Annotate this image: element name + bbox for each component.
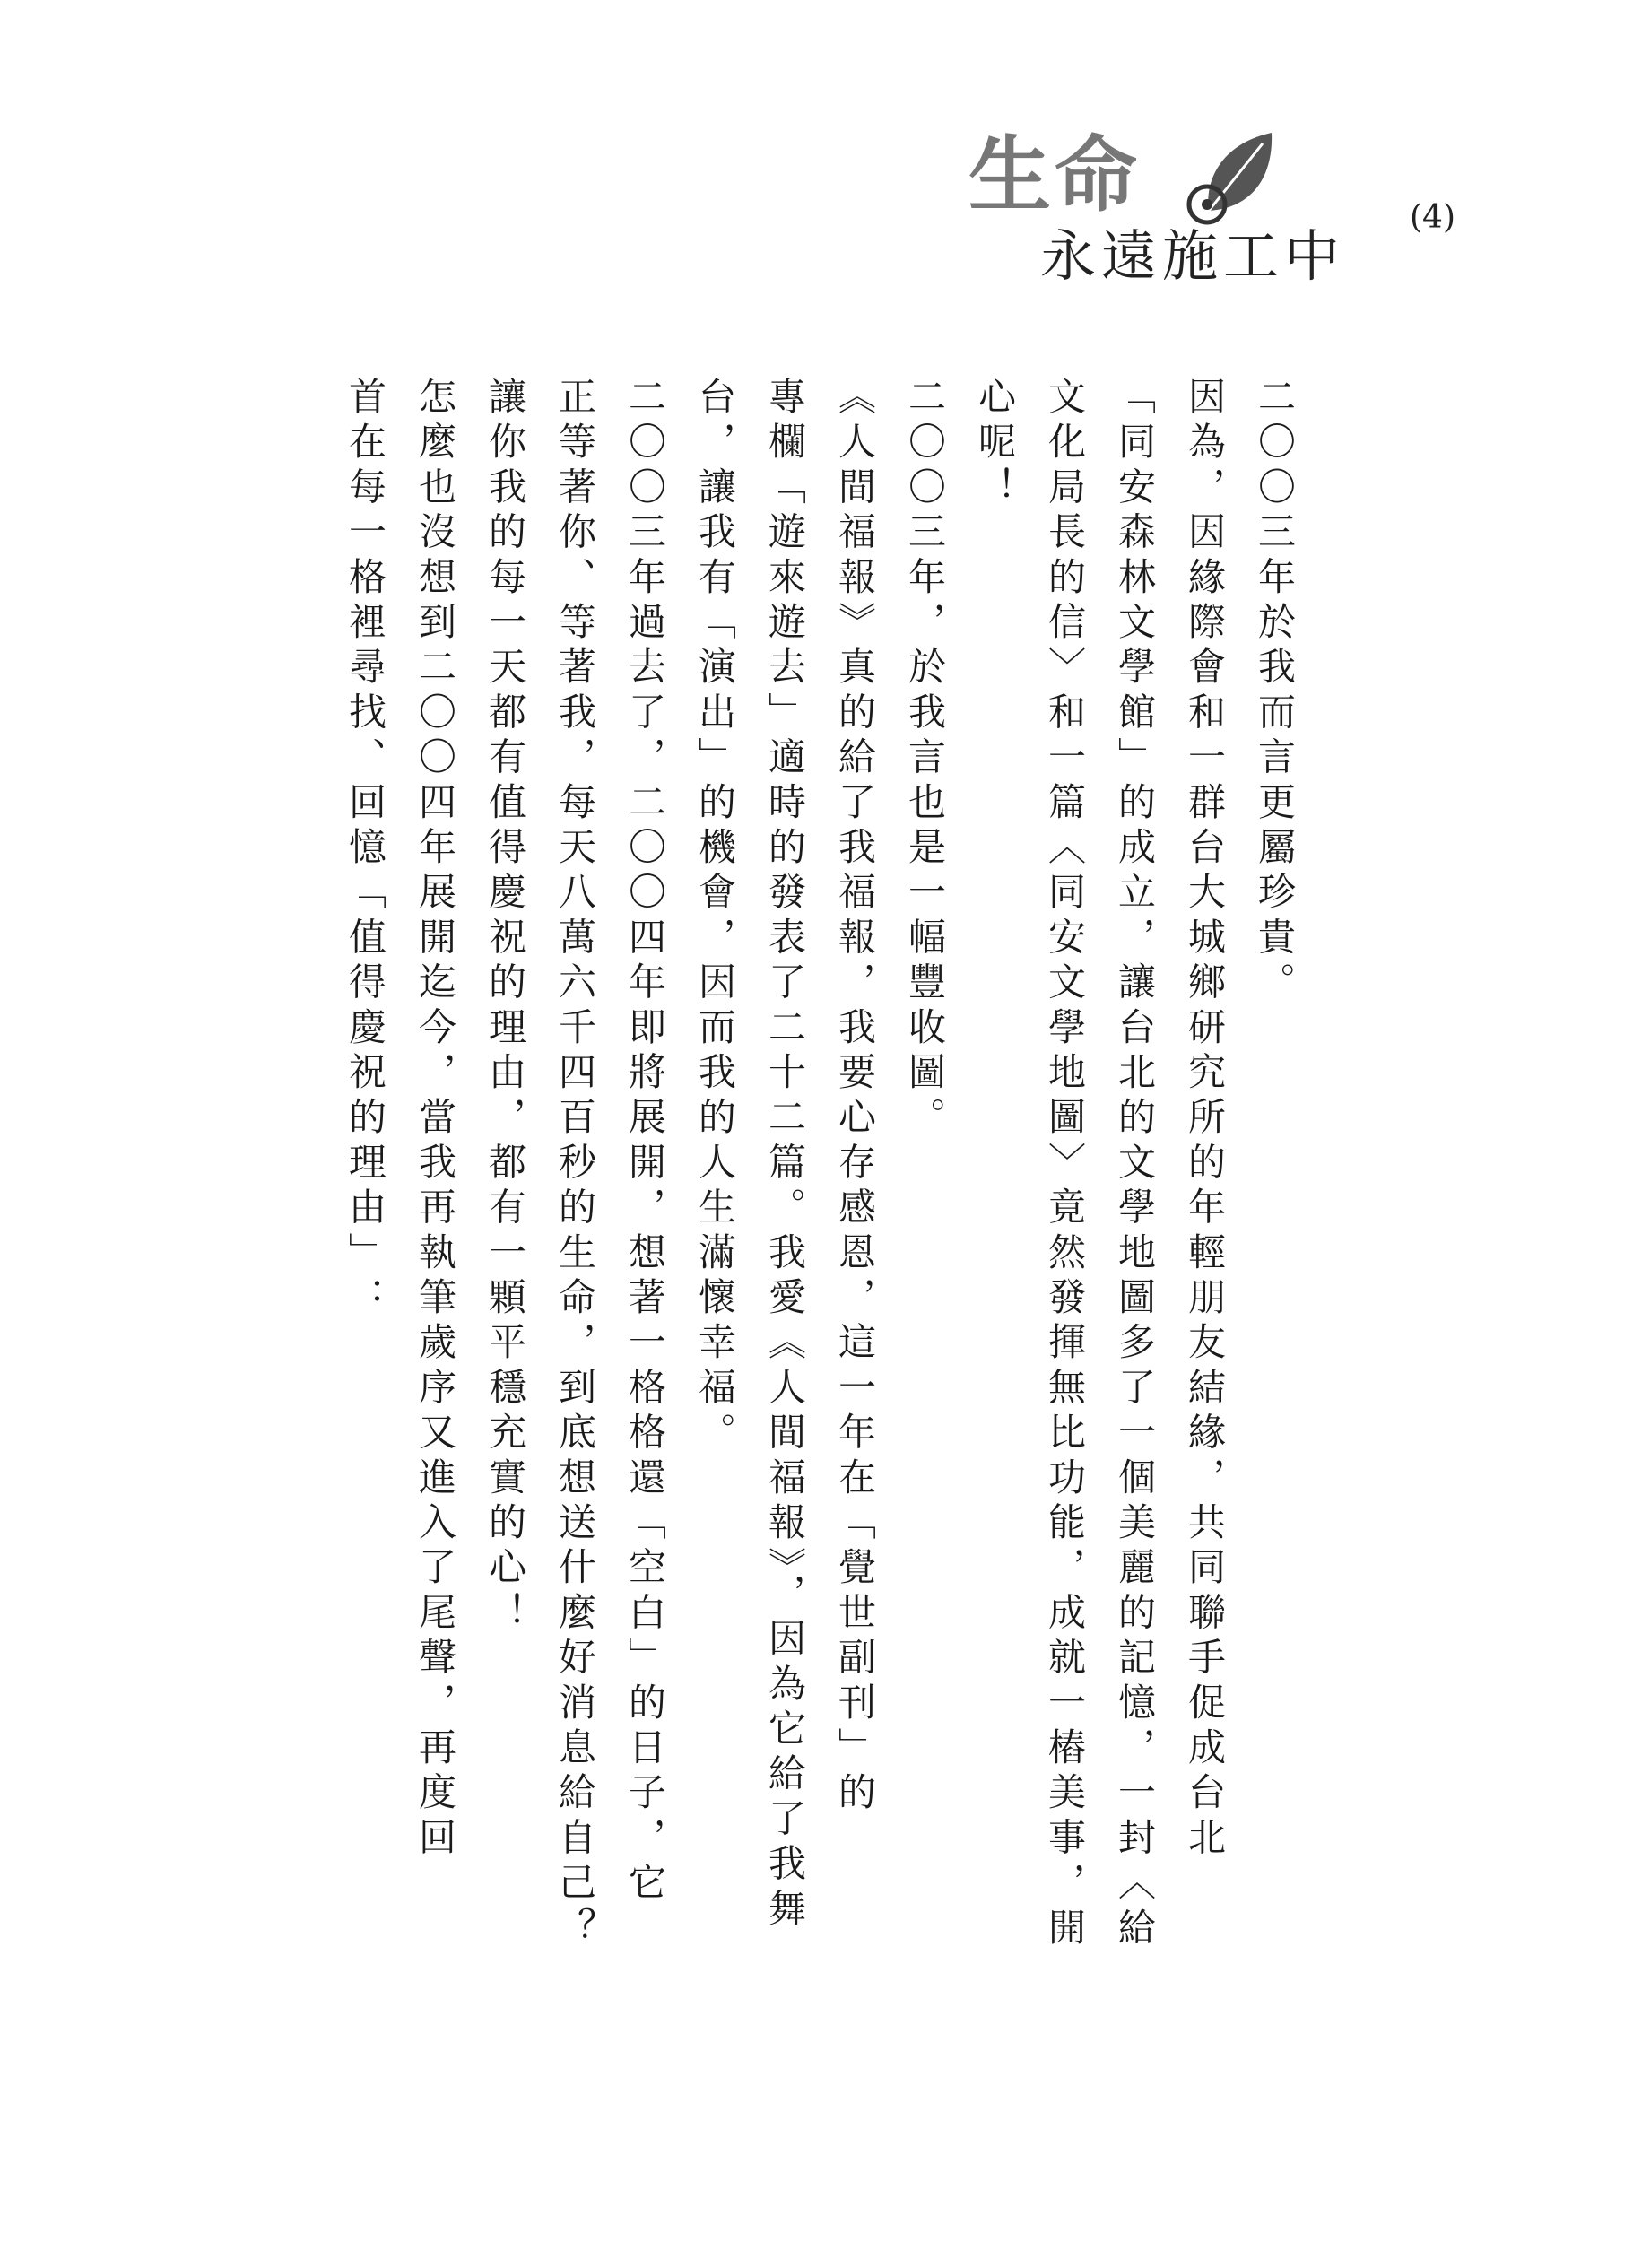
- text-column: 《人間福報》真的給了我福報，我要心存感恩，這一年在「覺世副刊」的: [833, 377, 877, 1818]
- text-column: 專欄「遊來遊去」適時的發表了二十二篇。我愛《人間福報》，因為它給了我舞: [763, 377, 807, 1933]
- text-column: 心呢！: [973, 377, 1017, 512]
- text-column: 首在每一格裡尋找、回憶「值得慶祝的理由」：: [343, 377, 387, 1323]
- text-column: 讓你我的每一天都有值得慶祝的理由，都有一顆平穩充實的心！: [483, 377, 527, 1638]
- text-column: 二〇〇三年於我而言更屬珍貴。: [1253, 377, 1297, 1007]
- text-column: 「同安森林文學館」的成立，讓台北的文學地圖多了一個美麗的記憶，一封〈給: [1113, 377, 1157, 1952]
- book-title-sub: 永遠施工中: [1040, 223, 1346, 289]
- book-title-main: 生命: [969, 127, 1142, 223]
- text-column: 二〇〇三年，於我言也是一幅豐收圖。: [903, 377, 947, 1143]
- running-header: [969, 127, 1346, 289]
- text-column: 正等著你、等著我，每天八萬六千四百秒的生命，到底想送什麼好消息給自己？: [553, 377, 597, 1952]
- text-column: 二〇〇三年過去了，二〇〇四年即將展開，想著一格格還「空白」的日子，它: [623, 377, 667, 1907]
- text-column: 文化局長的信〉和一篇〈同安文學地圖〉竟然發揮無比功能，成就一樁美事，開: [1043, 377, 1087, 1952]
- page-number: (4): [1410, 199, 1455, 236]
- leaf-icon: [1173, 126, 1281, 233]
- vertical-body-text: [269, 377, 1309, 2009]
- text-column: 台，讓我有「演出」的機會，因而我的人生滿懷幸福。: [693, 377, 737, 1457]
- text-column: 因為，因緣際會和一群台大城鄉研究所的年輕朋友結緣，共同聯手促成台北: [1183, 377, 1227, 1863]
- text-column: 怎麼也沒想到二〇〇四年展開迄今，當我再執筆歲序又進入了尾聲，再度回: [413, 377, 457, 1863]
